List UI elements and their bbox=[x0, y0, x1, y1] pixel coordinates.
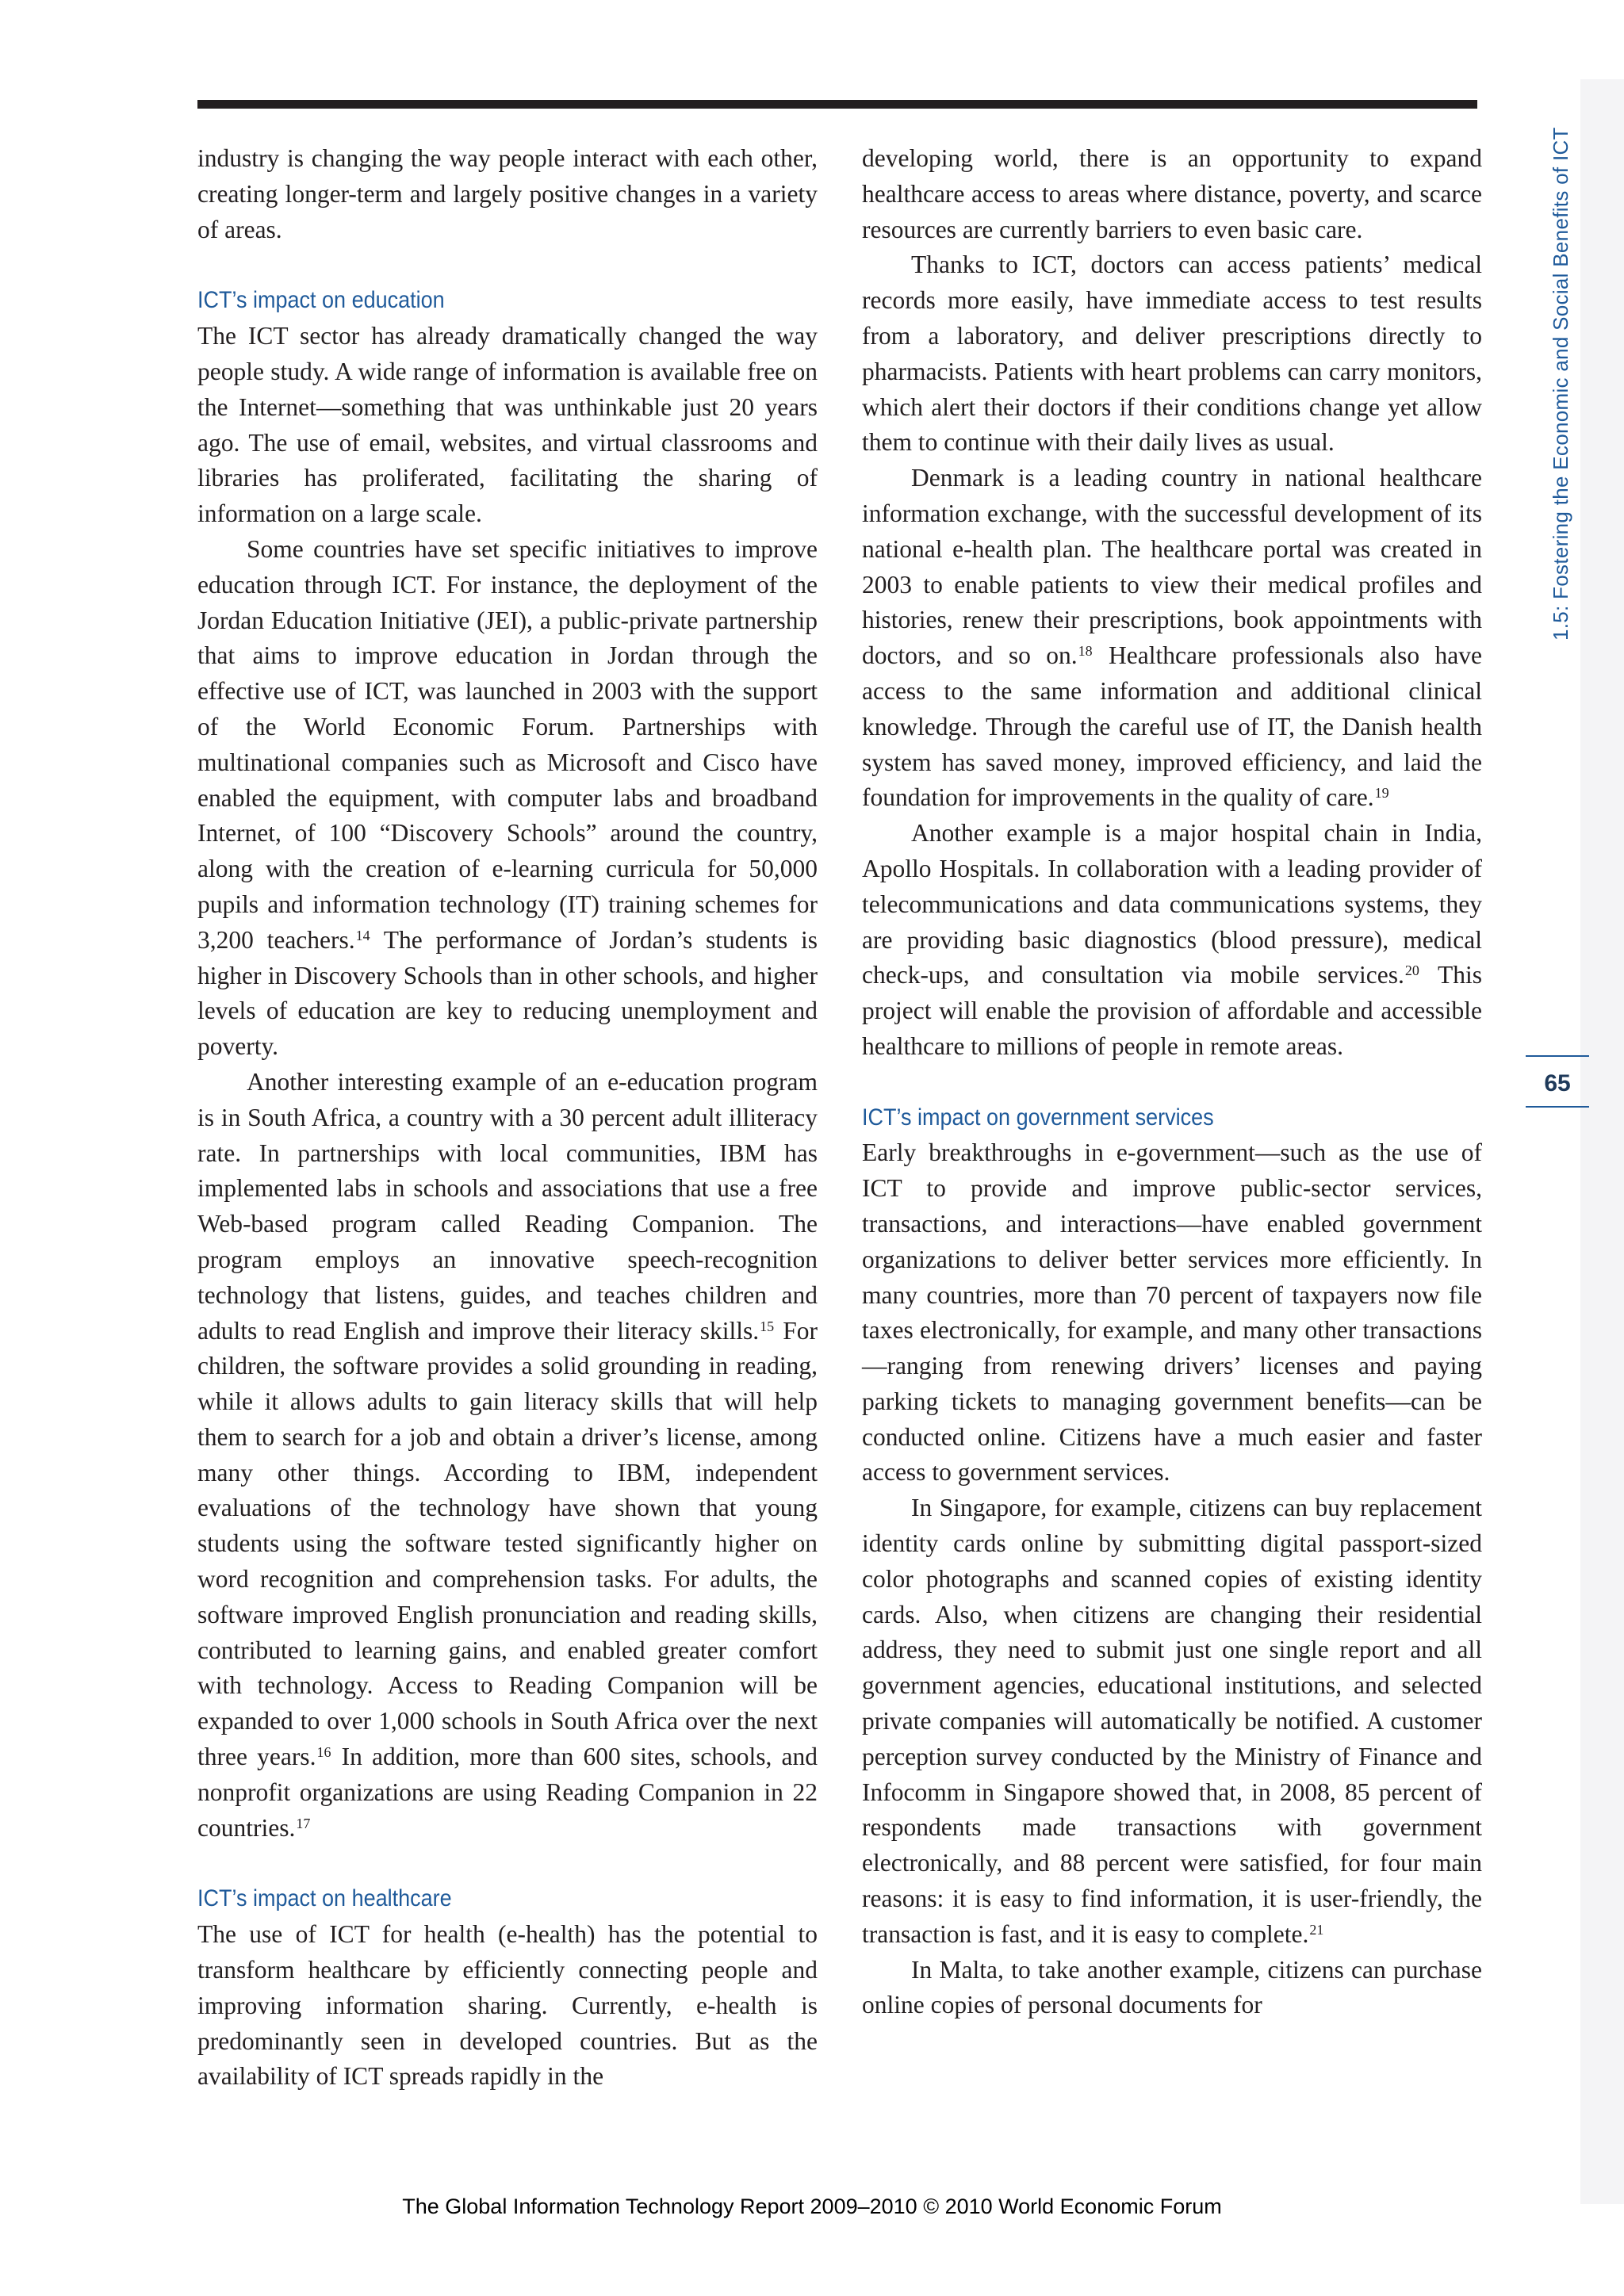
paragraph-text: This project will enable the provision of affordable and accessible healthcare to millions of people in remote areas. bbox=[862, 961, 1482, 1060]
paragraph: The ICT sector has already dramatically changed the way people study. A wide range of information is available free on the Internet—something that was unthinkable just 20 years ago. The use of email, websites, and virtual classrooms and libraries has proliferated, facilitating the sharing of information on a large scale. bbox=[197, 322, 818, 528]
footnote-ref: 18 bbox=[1078, 643, 1093, 660]
page-number: 65 bbox=[1544, 1070, 1571, 1096]
footnote-ref: 21 bbox=[1309, 1921, 1324, 1938]
footnote-ref: 15 bbox=[760, 1318, 775, 1334]
paragraph-text: Another example is a major hospital chain in India, Apollo Hospitals. In collaboration with a leading provider of telecommunications and data communications systems, they are providing basic diagnostics (blood pressure), medical check-ups, and consultation via mobile services. bbox=[862, 819, 1482, 989]
footnote-ref: 20 bbox=[1404, 962, 1419, 979]
heading-healthcare: ICT’s impact on healthcare bbox=[197, 1885, 452, 1912]
footnote-ref: 16 bbox=[316, 1744, 331, 1761]
footnote-ref: 17 bbox=[296, 1815, 311, 1831]
paragraph: industry is changing the way people interact with each other, creating longer-term and largely positive changes in a variety of areas. bbox=[197, 144, 818, 243]
paragraph-text: For children, the software provides a solid grounding in reading, while it allows adults to gain literacy skills that will help them to search for a job and obtain a driver’s license, among many other things. According to IBM, independent evaluations of the technology have shown that young students using the software tested significantly higher on word recognition and comprehension tasks. For adults, the software improved English pronunciation and reading skills, contributed to learning gains, and enabled greater comfort with technology. Access to Reading Companion will be expanded to over 1,000 schools in South Africa over the next three years. bbox=[197, 1316, 818, 1771]
right-column bbox=[862, 141, 1482, 2023]
heading-education: ICT’s impact on education bbox=[197, 287, 445, 314]
paragraph bbox=[862, 1490, 1482, 1952]
paragraph: The use of ICT for health (e-health) has the potential to transform healthcare by efficiently connecting people and improving information sharing. Currently, e-health is predominantly seen in developed countries. But as the availability of ICT spreads rapidly in the bbox=[197, 1920, 818, 2091]
paragraph-text: Denmark is a leading country in national healthcare information exchange, with the successful development of its national e-health plan. The healthcare portal was created in 2003 to enable patients to view their medical profiles and histories, renew their prescriptions, book appointments with doctors, and so on. bbox=[862, 464, 1482, 670]
heading-government: ICT’s impact on government services bbox=[862, 1104, 1214, 1131]
paragraph: developing world, there is an opportunity to expand healthcare access to areas where distance, poverty, and scarce resources are currently barriers to even basic care. bbox=[862, 144, 1482, 243]
paragraph-text: Healthcare professionals also have access to the same information and additional clinical knowledge. Through the careful use of IT, the Danish health system has saved money, improved efficiency, and laid the foundation for improvements in the quality of care. bbox=[862, 641, 1482, 812]
paragraph-text: Another interesting example of an e-education program is in South Africa, a country with a 30 percent adult illiteracy rate. In partnerships with local communities, IBM has implemented labs in schools and associations that use a free Web-based program called Reading Companion. The program employs an innovative speech-recognition technology that listens, guides, and teaches children and adults to read English and improve their literacy skills. bbox=[197, 1067, 818, 1345]
running-title: 1.5: Fostering the Economic and Social Benefits of ICT bbox=[1549, 127, 1572, 641]
paragraph bbox=[197, 1065, 818, 1846]
paragraph-text: Some countries have set specific initiatives to improve education through ICT. For instance, the deployment of the Jordan Education Initiative (JEI), a public-private partnership that aims to improve education in Jordan through the effective use of ICT, was launched in 2003 with the support of the World Economic Forum. Partnerships with multinational companies such as Microsoft and Cisco have enabled the equipment, with computer labs and broadband Internet, of 100 “Discovery Schools” around the country, along with the creation of e-learning curricula for 50,000 pupils and information technology (IT) training schemes for 3,200 teachers. bbox=[197, 534, 818, 954]
footer: The Global Information Technology Report 2009–2010 © 2010 World Economic Forum bbox=[402, 2195, 1222, 2218]
page-number-rule-top bbox=[1526, 1055, 1589, 1057]
footnote-ref: 19 bbox=[1374, 785, 1389, 802]
paragraph-text: The performance of Jordan’s students is higher in Discovery Schools than in other schools, and higher levels of education are key to reducing unemployment and poverty. bbox=[197, 925, 818, 1061]
left-column bbox=[197, 141, 818, 2095]
paragraph bbox=[197, 532, 818, 1065]
paragraph: In Malta, to take another example, citizens can purchase online copies of personal documents for bbox=[862, 1955, 1482, 2019]
paragraph-text: In Singapore, for example, citizens can buy replacement identity cards online by submitting digital passport-sized color photographs and scanned copies of existing identity cards. Also, when citizens are changing their residential address, they need to submit just one single report and all government agencies, educational institutions, and selected private companies will automatically be notified. A customer perception survey conducted by the Ministry of Finance and Infocomm in Singapore showed that, in 2008, 85 percent of respondents made transactions with government electronically, and 88 percent were satisfied, for four main reasons: it is easy to find information, it is user-friendly, the transaction is fast, and it is easy to complete. bbox=[862, 1494, 1482, 1948]
paragraph bbox=[862, 816, 1482, 1065]
side-band bbox=[1580, 79, 1624, 2204]
top-rule bbox=[197, 100, 1477, 109]
paragraph: Thanks to ICT, doctors can access patients’ medical records more easily, have immediate access to test results from a laboratory, and deliver prescriptions directly to pharmacists. Patients with heart problems can carry monitors, which alert their doctors if their conditions change yet allow them to continue with their daily lives as usual. bbox=[862, 251, 1482, 457]
page-number-rule-bottom bbox=[1526, 1106, 1589, 1108]
paragraph-text: In addition, more than 600 sites, schools, and nonprofit organizations are using Reading Companion in 22 countries. bbox=[197, 1743, 818, 1842]
paragraph: Early breakthroughs in e-government—such as the use of ICT to provide and improve public-sector services, transactions, and interactions—have enabled government organizations to deliver better services more efficiently. In many countries, more than 70 percent of taxpayers now file taxes electronically, for example, and many other transactions—ranging from renewing drivers’ licenses and paying parking tickets to managing government benefits—can be conducted online. Citizens have a much easier and faster access to government services. bbox=[862, 1138, 1482, 1487]
paragraph bbox=[862, 461, 1482, 816]
footnote-ref: 14 bbox=[355, 927, 370, 943]
